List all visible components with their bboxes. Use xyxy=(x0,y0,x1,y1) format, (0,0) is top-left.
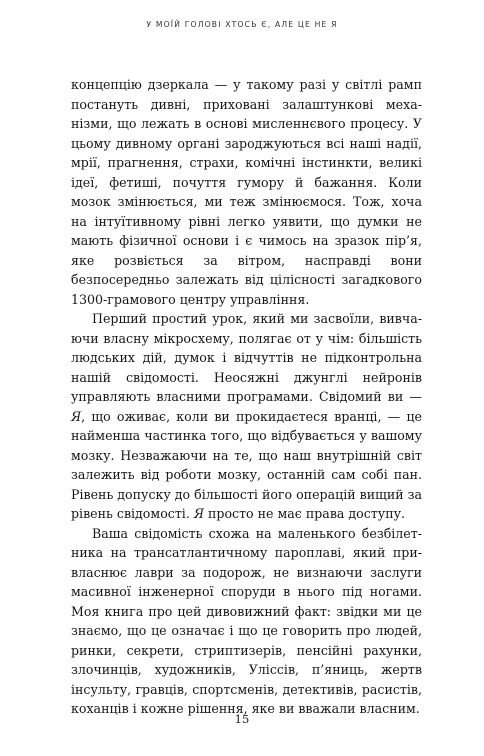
paragraph-1: концепцію дзеркала — у такому разі у світлі рамп постануть дивні, приховані залаштункові механізми, що лежать в основі мисленнєвого процесу. У цьому дивному органі зароджуються всі наші надії, мрії, прагнення, страхи, комічні інстинкти, великі ідеї, фетиші, почуття гумору й бажання. Коли мозок змінюється, ми теж змінюємося. Тож, хоча на інтуїтивному рівні легко уявити, що думки не мають фізичної основи і є чимось на зразок пір’я, яке розвіється за вітром, насправді вони безпосередньо залежать від цілісності загадкового 1300-грамового центру управління. xyxy=(71,77,422,307)
paragraph-3: Ваша свідомість схожа на маленького безбілетника на трансатлантичному пароплаві, який привласнює лаври за подорож, не визнаючи заслуги масивної інженерної споруди в нього під ногами. Моя книга про цей дивовижний факт: звідки ми це знаємо, що це означає і що це говорить про людей, ринки, секрети, стриптизерів, пенсійні рахунки, злочинців, художників, Уліссів, п’яниць, жертв інсульту, гравців, спортсменів, детективів, расистів, коханців і кожне рішення, яке ви вважали власним. xyxy=(71,525,422,716)
paragraph-2-part-c: , що оживає, коли ви прокидаєтеся вранці, — це найменша частинка того, що відбувається у вашому мозку. Незважаючи на те, що наш внутрішній світ залежить від роботи мозку, останній сам собі пан. Рівень допуску до більшості його операцій вищий за рівень свідомості. xyxy=(71,408,422,521)
paragraph-2-italic-ya-2: Я xyxy=(193,506,204,521)
running-head: У МОЇЙ ГОЛОВІ ХТОСЬ Є, АЛЕ ЦЕ НЕ Я xyxy=(146,20,338,29)
page-number: 15 xyxy=(234,712,250,726)
page-text xyxy=(71,75,422,719)
paragraph-2-italic-ya-1: Я xyxy=(71,408,82,424)
paragraph-2-part-a: Перший простий урок, який ми засвоїли, вивчаючи власну мікросхему, полягає от у чім: більшість людських дій, думок і відчуттів не підконтрольна нашій свідомості. Неосяжні джунглі нейронів управляють власними програмами. Свідомий ви — xyxy=(71,311,422,404)
paragraph-2-part-e: просто не має права доступу. xyxy=(204,506,405,521)
paragraph-2 xyxy=(71,309,422,524)
